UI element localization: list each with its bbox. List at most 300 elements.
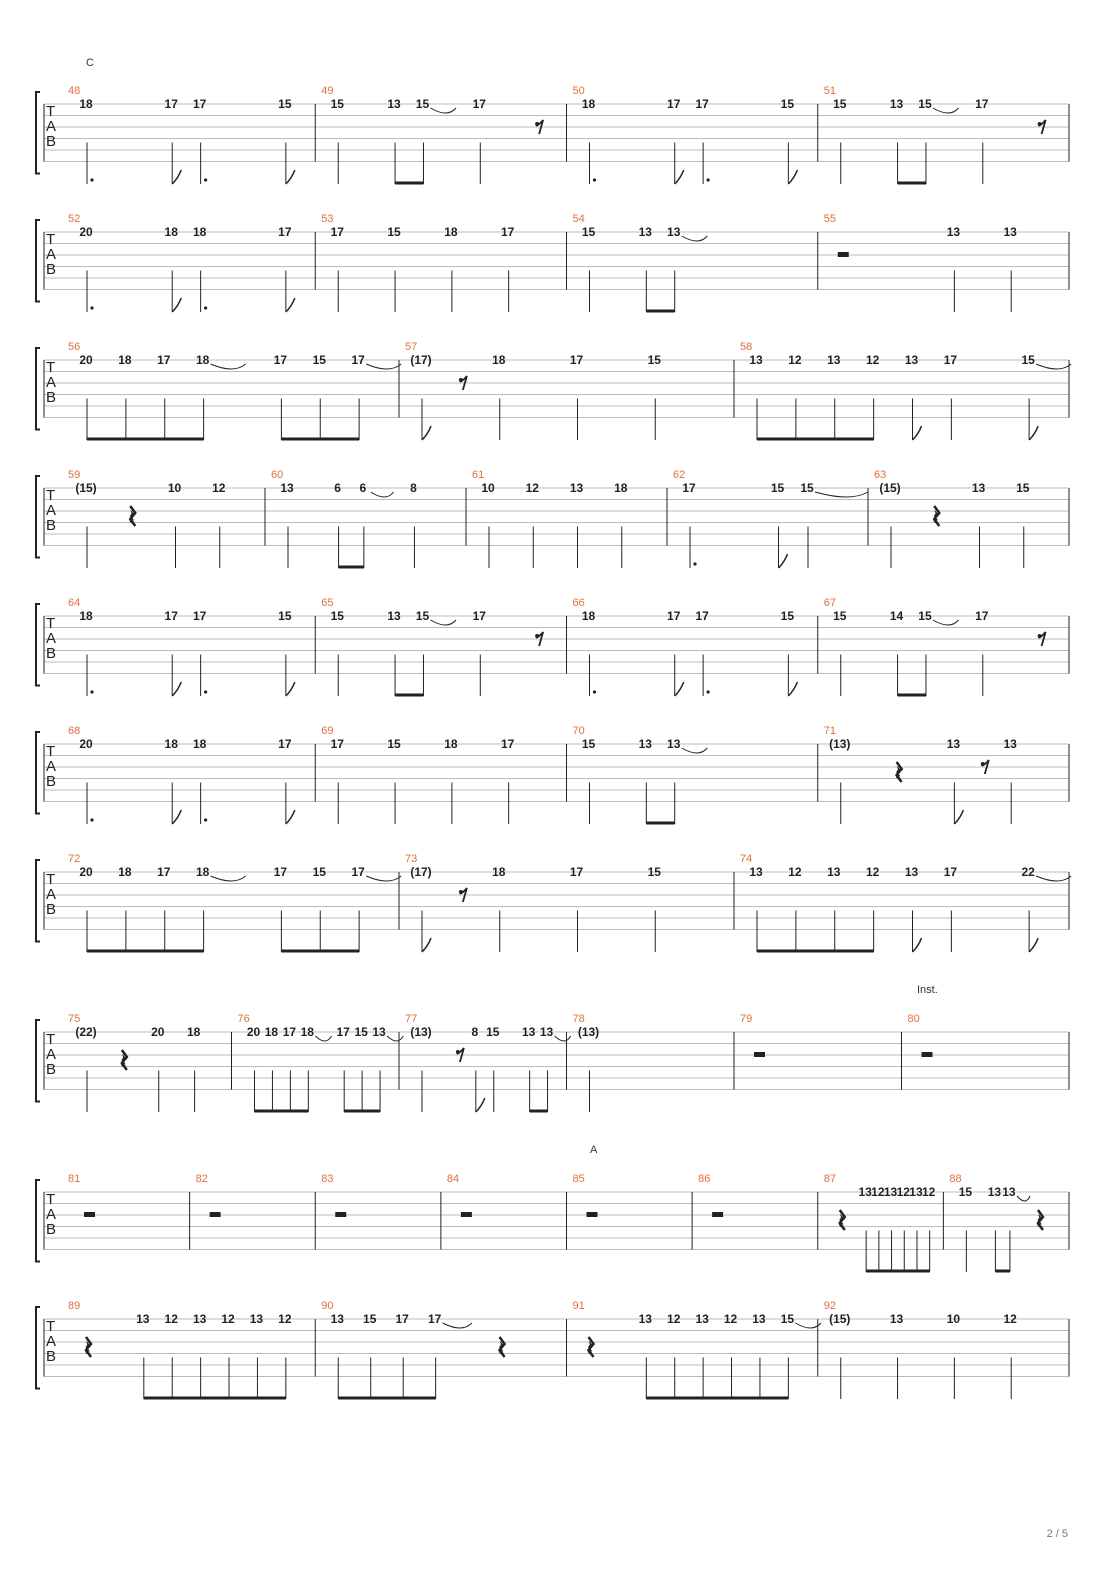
measure-number: 73: [405, 853, 418, 865]
fret-number: 6: [334, 481, 341, 495]
fret-number: 17: [501, 737, 515, 751]
measure-number: 60: [271, 469, 284, 481]
rest-mark: 𝄽: [1035, 1208, 1043, 1234]
tie-arc: [933, 108, 959, 113]
fret-number: 22: [1021, 865, 1035, 879]
fret-number: 13: [827, 353, 841, 367]
rest-mark: [461, 1212, 472, 1217]
rest-mark: 𝄽: [119, 1048, 127, 1074]
tie-arc: [211, 364, 246, 369]
fret-number: 13: [858, 1185, 872, 1199]
tab-clef-letter: T: [46, 231, 56, 248]
tab-clef-letter: T: [46, 871, 56, 888]
fret-number: 18: [444, 737, 458, 751]
tab-clef-letter: T: [46, 1318, 56, 1335]
fret-number: 17: [682, 481, 696, 495]
system-bracket: [36, 1020, 40, 1102]
note-flag: [788, 682, 797, 696]
rest-mark: [712, 1212, 723, 1217]
rest-mark: [981, 762, 985, 766]
fret-number: 13: [883, 1185, 898, 1199]
note-flag: [779, 554, 788, 568]
measure-number: 75: [68, 1013, 81, 1025]
tab-clef-letter: T: [46, 103, 56, 120]
fret-number: 12: [164, 1312, 178, 1326]
measure-number: 78: [572, 1013, 585, 1025]
measure-number: 79: [740, 1013, 753, 1025]
rest-mark: 𝄽: [894, 760, 902, 786]
section-label-a: A: [590, 1144, 598, 1156]
fret-number: 15: [312, 865, 326, 879]
tab-clef-letter: T: [46, 615, 56, 632]
measure-number: 74: [740, 853, 753, 865]
tie-arc: [555, 1036, 571, 1041]
tab-clef-letter: B: [46, 389, 57, 406]
fret-number: 12: [865, 353, 880, 367]
note-flag: [172, 298, 181, 312]
tie-arc: [211, 876, 246, 881]
rest-mark: [459, 890, 463, 894]
fret-number: 15: [330, 609, 344, 623]
fret-number: 18: [614, 481, 628, 495]
tab-clef-letter: A: [46, 1206, 57, 1223]
fret-number: 18: [300, 1025, 314, 1039]
fret-number: 12: [921, 1185, 936, 1199]
tab-clef-letter: B: [46, 133, 57, 150]
fret-number: 17: [943, 353, 958, 367]
measure-number: 50: [572, 85, 585, 97]
fret-number: 18: [492, 865, 506, 879]
tab-clef-letter: A: [46, 758, 57, 775]
note-flag: [422, 938, 431, 952]
note-flag: [954, 810, 963, 824]
system-bracket: [36, 220, 40, 302]
fret-number: 15: [312, 353, 326, 367]
fret-number: 15: [354, 1025, 368, 1039]
fret-number: 13: [749, 865, 763, 879]
fret-number: 13: [569, 481, 584, 495]
tab-clef-letter: B: [46, 901, 57, 918]
system-bracket: [36, 732, 40, 814]
fret-number: 17: [351, 865, 365, 879]
rest-mark: [754, 1052, 765, 1057]
measure-number: 76: [237, 1013, 250, 1025]
fret-number: 13: [521, 1025, 536, 1039]
fret-number: 13: [539, 1025, 554, 1039]
fret-number: 15: [800, 481, 814, 495]
fret-number: (15): [829, 1312, 851, 1326]
fret-number: 13: [192, 1312, 207, 1326]
measure-number: 86: [698, 1173, 711, 1185]
fret-number: 17: [330, 225, 344, 239]
fret-number: 13: [909, 1185, 923, 1199]
measure-number: 90: [321, 1300, 334, 1312]
fret-number: 12: [525, 481, 539, 495]
fret-number: 18: [581, 609, 596, 623]
fret-number: 13: [946, 737, 961, 751]
measure-number: 53: [321, 213, 334, 225]
fret-number: 12: [871, 1185, 885, 1199]
measure-number: 59: [68, 469, 81, 481]
note-dot: [593, 178, 596, 181]
rest-mark: [838, 252, 849, 257]
measure-number: 61: [472, 469, 485, 481]
note-flag: [675, 170, 684, 184]
rest-mark: [459, 378, 463, 382]
fret-number: 15: [415, 97, 430, 111]
fret-number: 20: [79, 737, 93, 751]
fret-number: 17: [192, 97, 207, 111]
fret-number: 17: [667, 609, 681, 623]
measure-number: 51: [823, 85, 836, 97]
tie-arc: [1036, 364, 1071, 369]
fret-number: 13: [330, 1312, 344, 1326]
measure-number: 89: [68, 1300, 81, 1312]
note-dot: [204, 690, 207, 693]
fret-number: 13: [280, 481, 294, 495]
measure-number: 72: [68, 853, 81, 865]
fret-number: 12: [212, 481, 226, 495]
note-dot: [90, 178, 93, 181]
fret-number: 17: [667, 97, 681, 111]
fret-number: 17: [273, 865, 288, 879]
fret-number: 18: [264, 1025, 279, 1039]
tab-clef-letter: B: [46, 645, 57, 662]
note-flag: [913, 426, 922, 440]
note-dot: [90, 818, 93, 821]
fret-number: 12: [788, 865, 802, 879]
fret-number: 15: [958, 1185, 973, 1199]
note-flag: [913, 938, 922, 952]
tie-arc: [430, 108, 456, 113]
fret-number: 17: [164, 97, 178, 111]
note-dot: [90, 690, 93, 693]
tab-system: [36, 220, 1069, 312]
measure-number: 87: [823, 1173, 836, 1185]
fret-number: 17: [427, 1312, 442, 1326]
tab-clef-letter: B: [46, 261, 57, 278]
fret-number: 15: [581, 737, 596, 751]
rest-mark: [587, 1212, 598, 1217]
fret-number: 17: [192, 609, 207, 623]
fret-number: (15): [879, 481, 901, 495]
fret-number: 13: [638, 1312, 652, 1326]
fret-number: 17: [695, 609, 709, 623]
fret-number: (17): [410, 353, 432, 367]
note-flag: [172, 170, 181, 184]
fret-number: 15: [833, 609, 847, 623]
tab-system: [36, 1307, 1069, 1399]
system-bracket: [36, 860, 40, 942]
fret-number: (13): [577, 1025, 600, 1039]
tab-system: [36, 732, 1069, 824]
tab-system: [36, 476, 1069, 568]
fret-number: 17: [164, 609, 178, 623]
fret-number: 15: [278, 97, 292, 111]
fret-number: 17: [278, 737, 292, 751]
note-flag: [286, 682, 295, 696]
section-label-c: C: [86, 57, 94, 69]
measure-number: 83: [321, 1173, 334, 1185]
fret-number: 20: [151, 1025, 165, 1039]
rest-mark: [922, 1052, 933, 1057]
note-dot: [90, 306, 93, 309]
fret-number: 13: [136, 1312, 150, 1326]
measure-number: 48: [68, 85, 81, 97]
fret-number: 12: [221, 1312, 235, 1326]
tab-clef-letter: A: [46, 502, 57, 519]
fret-number: 10: [946, 1312, 961, 1326]
system-bracket: [36, 1180, 40, 1262]
tie-arc: [315, 1036, 331, 1041]
fret-number: 17: [975, 97, 989, 111]
tie-arc: [795, 1323, 821, 1328]
note-dot: [707, 178, 710, 181]
fret-number: 6: [359, 481, 367, 495]
fret-number: 17: [330, 737, 344, 751]
tab-clef-letter: B: [46, 1221, 57, 1238]
fret-number: 15: [918, 609, 932, 623]
measure-number: 91: [572, 1300, 585, 1312]
fret-number: 17: [569, 865, 584, 879]
fret-number: 17: [472, 97, 486, 111]
tab-clef-letter: T: [46, 743, 56, 760]
fret-number: 13: [749, 353, 763, 367]
fret-number: 17: [501, 225, 515, 239]
tie-arc: [366, 364, 401, 369]
fret-number: 14: [889, 609, 904, 623]
tab-clef-letter: A: [46, 1333, 57, 1350]
tab-clef-letter: A: [46, 1046, 57, 1063]
rest-mark: 𝄽: [497, 1335, 505, 1361]
tab-clef-letter: B: [46, 1061, 57, 1078]
fret-number: 18: [186, 1025, 201, 1039]
fret-number: (15): [75, 481, 97, 495]
fret-number: 15: [387, 225, 401, 239]
fret-number: 20: [79, 353, 93, 367]
fret-number: 13: [387, 609, 401, 623]
tie-arc: [682, 236, 708, 241]
tab-clef-letter: B: [46, 1348, 57, 1365]
tab-clef-letter: A: [46, 374, 57, 391]
measure-number: 54: [572, 213, 585, 225]
fret-number: 15: [647, 865, 661, 879]
section-label-inst: Inst.: [917, 984, 938, 996]
note-flag: [286, 810, 295, 824]
fret-number: 13: [638, 737, 652, 751]
fret-number: 13: [695, 1312, 709, 1326]
fret-number: (13): [410, 1025, 432, 1039]
fret-number: 15: [486, 1025, 500, 1039]
tab-clef-letter: B: [46, 517, 57, 534]
fret-number: 13: [638, 225, 652, 239]
note-flag: [675, 682, 684, 696]
fret-number: 13: [946, 225, 961, 239]
fret-number: 18: [118, 353, 132, 367]
measure-number: 85: [572, 1173, 585, 1185]
fret-number: 17: [157, 865, 171, 879]
fret-number: 17: [943, 865, 958, 879]
fret-number: 15: [387, 737, 401, 751]
fret-number: 12: [667, 1312, 681, 1326]
fret-number: (17): [410, 865, 432, 879]
fret-number: 12: [278, 1312, 292, 1326]
fret-number: 17: [336, 1025, 350, 1039]
tie-arc: [1017, 1196, 1030, 1201]
fret-number: 18: [79, 609, 93, 623]
fret-number: 20: [79, 225, 93, 239]
fret-number: 15: [833, 97, 847, 111]
fret-number: 13: [889, 1312, 904, 1326]
fret-number: 13: [1002, 1185, 1016, 1199]
fret-number: 15: [330, 97, 344, 111]
note-flag: [1029, 938, 1038, 952]
fret-number: 10: [167, 481, 182, 495]
fret-number: 15: [918, 97, 932, 111]
fret-number: 13: [249, 1312, 264, 1326]
system-bracket: [36, 348, 40, 430]
fret-number: 18: [192, 225, 207, 239]
measure-number: 81: [68, 1173, 81, 1185]
fret-number: 12: [788, 353, 802, 367]
system-bracket: [36, 604, 40, 686]
measure-number: 55: [823, 213, 836, 225]
note-dot: [204, 818, 207, 821]
fret-number: (22): [75, 1025, 97, 1039]
fret-number: 18: [192, 737, 207, 751]
rest-mark: [456, 1050, 460, 1054]
fret-number: 18: [118, 865, 132, 879]
measure-number: 63: [874, 469, 887, 481]
fret-number: 17: [569, 353, 584, 367]
note-flag: [172, 810, 181, 824]
fret-number: 13: [1003, 737, 1017, 751]
tie-arc: [443, 1323, 472, 1328]
tab-clef-letter: A: [46, 246, 57, 263]
fret-number: 15: [278, 609, 292, 623]
fret-number: (13): [829, 737, 851, 751]
tab-clef-letter: T: [46, 487, 56, 504]
note-flag: [286, 170, 295, 184]
fret-number: 12: [723, 1312, 738, 1326]
fret-number: 18: [79, 97, 93, 111]
system-bracket: [36, 1307, 40, 1389]
page-number: 2 / 5: [1046, 1528, 1068, 1540]
fret-number: 18: [164, 737, 178, 751]
system-bracket: [36, 476, 40, 558]
tie-arc: [933, 620, 959, 625]
measure-number: 70: [572, 725, 585, 737]
tie-arc: [366, 876, 401, 881]
measure-number: 52: [68, 213, 81, 225]
rest-mark: 𝄽: [84, 1335, 91, 1361]
fret-number: 15: [780, 609, 795, 623]
measure-number: 92: [823, 1300, 836, 1312]
fret-number: 13: [1003, 225, 1017, 239]
fret-number: 13: [904, 353, 919, 367]
tab-clef-letter: T: [46, 359, 56, 376]
tab-clef-letter: A: [46, 886, 57, 903]
tie-arc: [1036, 876, 1071, 881]
note-flag: [172, 682, 181, 696]
fret-number: 18: [581, 97, 596, 111]
fret-number: 18: [444, 225, 458, 239]
fret-number: 20: [79, 865, 93, 879]
fret-number: 13: [667, 225, 681, 239]
fret-number: 12: [865, 865, 880, 879]
note-dot: [593, 690, 596, 693]
measure-number: 65: [321, 597, 334, 609]
fret-number: 13: [987, 1185, 1002, 1199]
measure-number: 82: [195, 1173, 208, 1185]
fret-number: 8: [471, 1025, 479, 1039]
measure-number: 58: [740, 341, 753, 353]
fret-number: 15: [1016, 481, 1030, 495]
fret-number: 15: [1021, 353, 1035, 367]
measure-number: 56: [68, 341, 81, 353]
measure-number: 80: [907, 1013, 920, 1025]
fret-number: 17: [695, 97, 709, 111]
system-bracket: [36, 92, 40, 174]
fret-number: 8: [410, 481, 417, 495]
fret-number: 18: [492, 353, 506, 367]
fret-number: 13: [971, 481, 986, 495]
fret-number: 15: [780, 1312, 795, 1326]
fret-number: 17: [975, 609, 989, 623]
note-flag: [476, 1098, 485, 1112]
note-flag: [286, 298, 295, 312]
fret-number: 17: [157, 353, 171, 367]
fret-number: 12: [1003, 1312, 1017, 1326]
fret-number: 18: [164, 225, 178, 239]
tab-system: [36, 92, 1069, 184]
fret-number: 15: [780, 97, 795, 111]
fret-number: 13: [387, 97, 401, 111]
fret-number: 13: [372, 1025, 386, 1039]
tab-clef-letter: A: [46, 630, 57, 647]
measure-number: 57: [405, 341, 418, 353]
tab-system: [36, 604, 1069, 696]
rest-mark: [210, 1212, 221, 1217]
rest-mark: 𝄽: [128, 504, 135, 530]
tie-arc: [682, 748, 708, 753]
fret-number: 18: [195, 353, 210, 367]
rest-mark: [535, 634, 539, 638]
note-flag: [422, 426, 431, 440]
tie-arc: [387, 1036, 403, 1041]
rest-mark: [1038, 122, 1042, 126]
note-dot: [693, 562, 696, 565]
rest-mark: [535, 122, 539, 126]
rest-mark: 𝄽: [932, 504, 939, 530]
note-dot: [204, 306, 207, 309]
note-flag: [1029, 426, 1038, 440]
tie-arc: [371, 492, 394, 497]
measure-number: 77: [405, 1013, 418, 1025]
measure-number: 84: [446, 1173, 460, 1185]
rest-mark: [1038, 634, 1042, 638]
measure-number: 66: [572, 597, 585, 609]
note-flag: [788, 170, 797, 184]
note-dot: [707, 690, 710, 693]
measure-number: 49: [321, 85, 334, 97]
fret-number: 13: [752, 1312, 766, 1326]
measure-number: 67: [823, 597, 836, 609]
fret-number: 13: [904, 865, 919, 879]
fret-number: 15: [770, 481, 785, 495]
fret-number: 10: [481, 481, 495, 495]
tab-clef-letter: A: [46, 118, 57, 135]
